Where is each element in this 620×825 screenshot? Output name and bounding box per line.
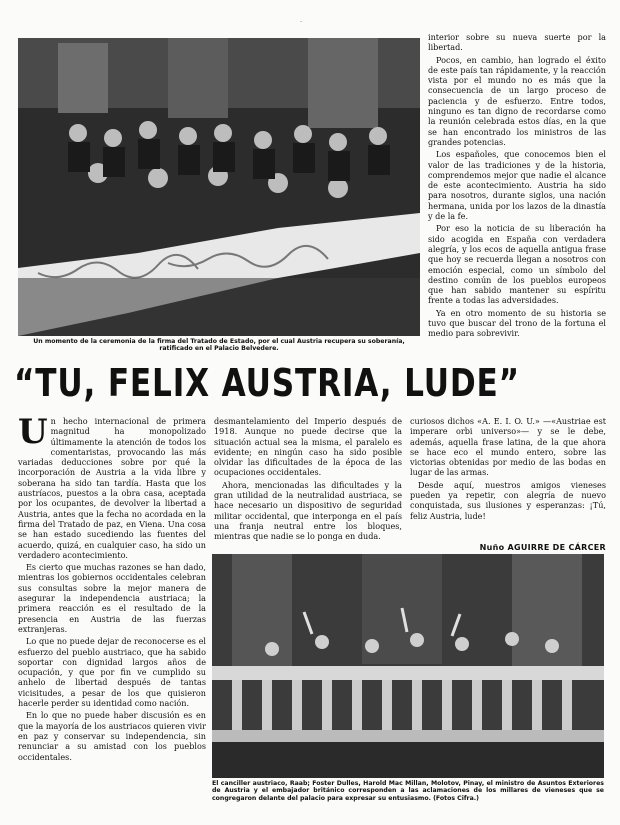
paragraph: Desde aquí, nuestros amigos vieneses pueden ya repetir, con alegría de nuevo conquistada, sus ilusiones y esperanzas: ¡Tú, feliz Austria, lude! <box>410 479 606 521</box>
article-headline: “TU, FELIX AUSTRIA, LUDE” <box>14 361 520 405</box>
paragraph: En lo que no puede haber discusión es en que la mayoría de los austriacos quieren vivir en paz y conservar su independencia, sin renunciar a su amistad con los pueblos occidentales. <box>18 710 206 762</box>
treaty-signing-illustration <box>18 38 420 336</box>
drop-cap: U <box>18 416 48 452</box>
paragraph: curiosos dichos «A. E. I. O. U.» —«Austriae est imperare orbi universo»— y se le debe, además, aquella frase latina, de la que ahora se hace eco el mundo entero, sobre las victorias obtenidas por medio de las bodas en lugar de las armas. <box>410 416 606 478</box>
article-column-right-upper <box>428 32 606 416</box>
paragraph: desmantelamiento del Imperio después de 1918. Aunque no puede decirse que la situación actual sea la misma, el paralelo es evidente; en ningún caso ha sido posible olvidar las dificultades de la época de las ocupaciones occidentales. <box>214 416 402 478</box>
treaty-signing-photo <box>18 38 420 336</box>
paragraph: Los españoles, que conocemos bien el valor de las tradiciones y de la historia, comprendemos mejor que nadie el alcance de este acontecimiento. Austria ha sido para nosotros, durante siglos, una nación hermana, unida por los lazos de la dinastía y de la fe. <box>428 149 606 222</box>
paragraph: n hecho internacional de primera magnitud ha monopolizado últimamente la atención de todos los comentaristas, provocando las más variadas deducciones sobre por qué la incorporación de Austria a la vida libre y soberana ha sido tan tardía. Hasta que los austríacos, puestos a la obra casa, aceptada por los ocupantes, de devolver la libertad a Austria, antes que la fecha no acordada en la firma del Tratado de paz, en Viena. Una cosa se han estado sucediendo las fuentes del acuerdo, quizá, en cualquier caso, ha sido un verdadero acontecimiento. <box>18 416 206 560</box>
paragraph: Lo que no puede dejar de reconocerse es el esfuerzo del pueblo austriaco, que ha sabido soportar con dignidad largos años de ocupación, y que por fin ve cumplido su anhelo de libertad después de tantas vicisitudes, a pesar de los que quisieron hacerle perder su identidad como nación. <box>18 636 206 709</box>
author-signature: Nuño AGUIRRE DE CÁRCER <box>479 543 606 552</box>
paragraph: Por eso la noticia de su liberación ha sido acogida en España con verdadera alegría, y los ecos de aquella antigua frase que hoy se recuerda llegan a nosotros con emoción especial, como un símbolo del destino común de los pueblos europeos que han sabido mantener su espíritu frente a todas las adversidades. <box>428 223 606 306</box>
top-photo-caption: Un momento de la ceremonia de la firma del Tratado de Estado, por el cual Austria recupera su soberanía, ratificado en el Palacio Belvedere. <box>33 338 405 353</box>
article-column-middle <box>214 416 402 550</box>
paragraph: Ahora, mencionadas las dificultades y la gran utilidad de la neutralidad austriaca, se hace necesario un dispositivo de seguridad militar occidental, que interponga en el país una franja neutral entre los bloques, mientras que nadie se lo ponga en duda. <box>214 479 402 542</box>
article-column-left <box>18 416 206 808</box>
balcony-photo <box>212 554 604 778</box>
paragraph: Ya en otro momento de su historia se tuvo que buscar del trono de la fortuna el medio para sobrevivir. <box>428 307 606 339</box>
paragraph: Pocos, en cambio, han logrado el éxito de este país tan rápidamente, y la reacción vista por el mundo no es más que la consecuencia de un largo proceso de paciencia y de esfuerzo. Entre todos, ninguno es tan digno de recordarse como la reunión celebrada estos días, en la que se han encontrado los ministros de las grandes potencias. <box>428 54 606 147</box>
bottom-photo-caption: El canciller austriaco, Raab; Foster Dulles, Harold Mac Millan, Molotov, Pinay, el ministro de Asuntos Exteriores de Austria y el embajador británico corresponden a las aclamaciones de los millares de vieneses que se congregaron delante del palacio para expresar su entusiasmo. (Fotos Cifra.) <box>212 780 604 802</box>
paragraph: Es cierto que muchas razones se han dado, mientras los gobiernos occidentales celebran sus consultas sobre la mejor manera de asegurar la independencia austriaca; la primera reacción es el resultado de la presencia en Austria de las fuerzas extranjeras. <box>18 562 206 634</box>
balcony-illustration <box>212 554 604 778</box>
paragraph: interior sobre su nueva suerte por la libertad. <box>428 32 606 53</box>
article-column-right-lower <box>410 416 606 542</box>
page-number: · <box>300 18 303 26</box>
